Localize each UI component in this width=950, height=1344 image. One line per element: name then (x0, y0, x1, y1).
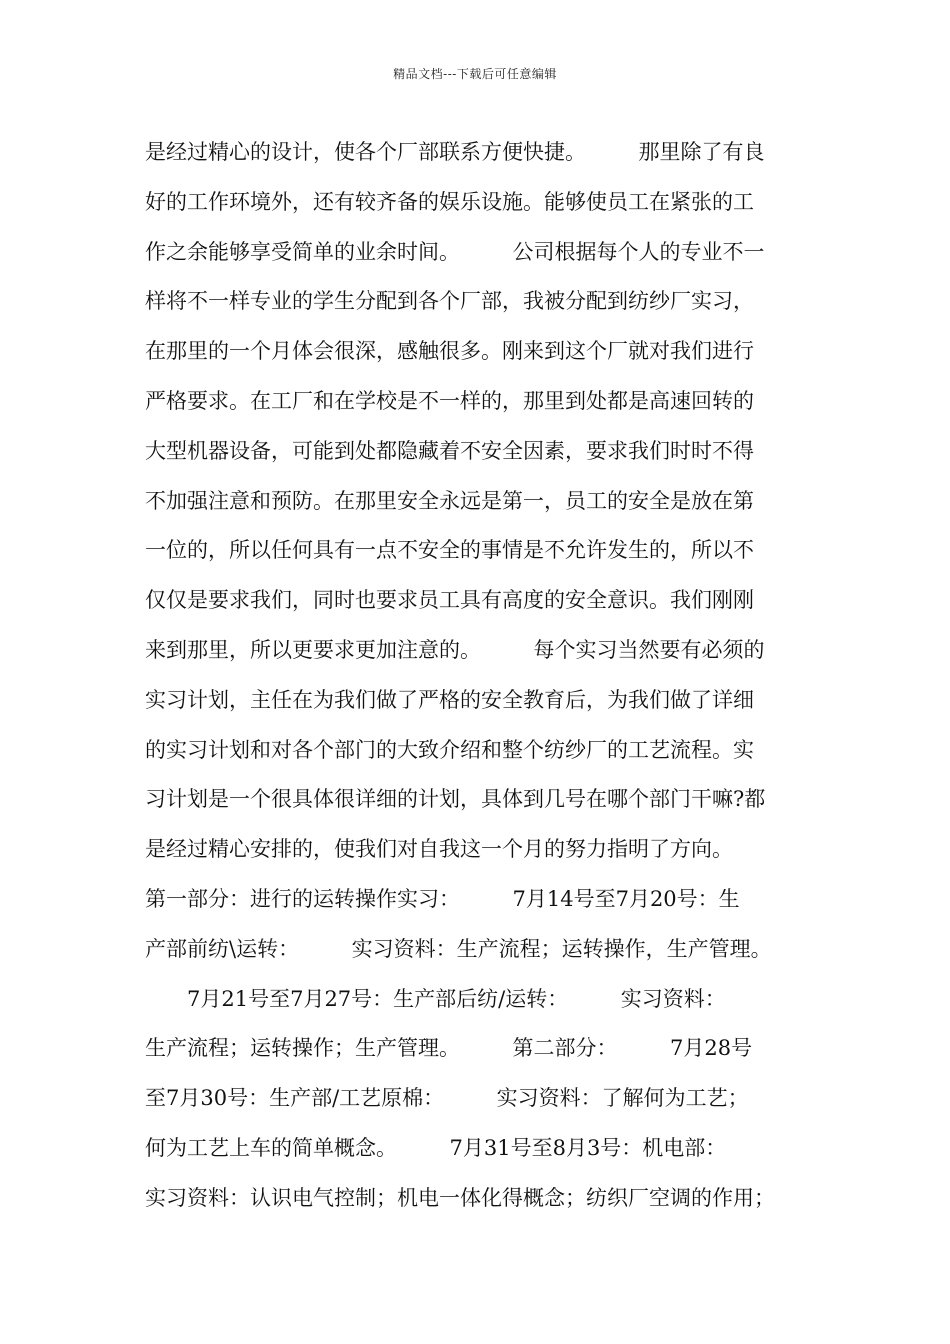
text-line: 是经过精心安排的，使我们对自我这一个月的努力指明了方向。 (145, 837, 733, 862)
text-line: 不加强注意和预防。在那里安全永远是第一，员工的安全是放在第 (145, 488, 754, 513)
text-line: 习计划是一个很具体很详细的计划，具体到几号在哪个部门干嘛?都 (145, 787, 766, 812)
text-line: 7月21号至7月27号：生产部后纺/运转： 实习资料： (145, 986, 726, 1011)
text-line: 第一部分：进行的运转操作实习： 7月14号至7月20号：生 (145, 886, 740, 911)
text-line: 大型机器设备，可能到处都隐藏着不安全因素，要求我们时时不得 (145, 438, 754, 463)
text-line: 来到那里，所以更要求更加注意的。 每个实习当然要有必须的 (145, 637, 765, 662)
text-line: 实习资料：认识电气控制；机电一体化得概念；纺织厂空调的作用； (145, 1185, 775, 1210)
text-line: 何为工艺上车的简单概念。 7月31号至8月3号：机电部： (145, 1135, 727, 1160)
page-header: 精品文档---下载后可任意编辑 (393, 67, 557, 81)
text-line: 的实习计划和对各个部门的大致介绍和整个纺纱厂的工艺流程。实 (145, 737, 754, 762)
text-line: 生产流程；运转操作；生产管理。 第二部分： 7月28号 (145, 1036, 753, 1061)
text-line: 严格要求。在工厂和在学校是不一样的，那里到处都是高速回转的 (145, 388, 754, 413)
text-line: 一位的，所以任何具有一点不安全的事情是不允许发生的，所以不 (145, 538, 754, 563)
text-line: 样将不一样专业的学生分配到各个厂部，我被分配到纺纱厂实习， (145, 289, 754, 314)
text-line: 至7月30号：生产部/工艺原棉： 实习资料：了解何为工艺； (145, 1086, 749, 1111)
text-line: 在那里的一个月体会很深，感触很多。刚来到这个厂就对我们进行 (145, 339, 754, 364)
body-text (145, 131, 825, 1227)
text-line: 仅仅是要求我们，同时也要求员工具有高度的安全意识。我们刚刚 (145, 588, 754, 613)
text-line: 作之余能够享受简单的业余时间。 公司根据每个人的专业不一 (145, 239, 765, 264)
text-line: 实习计划，主任在为我们做了严格的安全教育后，为我们做了详细 (145, 687, 754, 712)
text-line: 好的工作环境外，还有较齐备的娱乐设施。能够使员工在紧张的工 (145, 189, 754, 214)
text-line: 是经过精心的设计，使各个厂部联系方便快捷。 那里除了有良 (145, 140, 765, 164)
text-line: 产部前纺\运转： 实习资料：生产流程；运转操作，生产管理。 (145, 936, 772, 961)
